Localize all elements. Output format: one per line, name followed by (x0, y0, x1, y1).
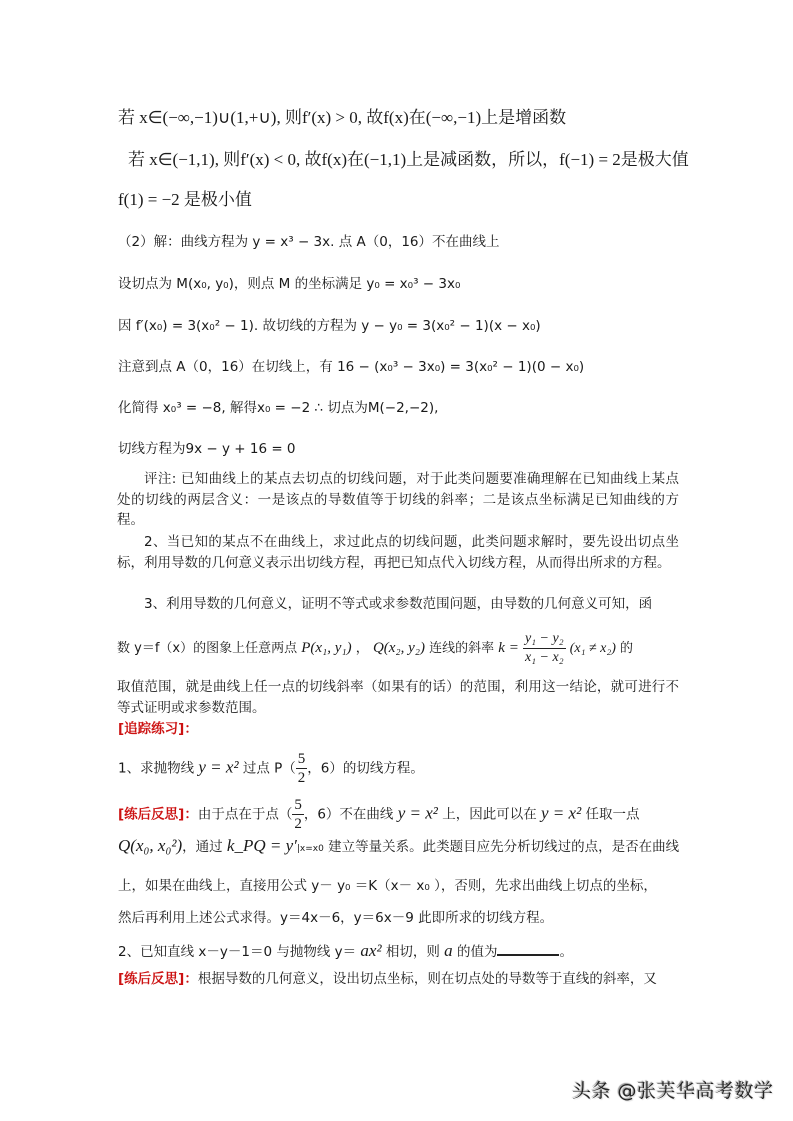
slope-formula-line (117, 630, 679, 667)
text: 连线的斜率 (429, 641, 499, 656)
text: 2、已知直线 x－y－1＝0 与抛物线 y＝ (118, 944, 361, 960)
point-p: P(x₁, y₁) (301, 640, 352, 656)
answer-blank[interactable] (497, 940, 559, 956)
practice-heading: [追踪练习]： (118, 721, 198, 737)
derivation-line-minimum (118, 190, 252, 211)
fraction (296, 750, 308, 787)
equation: k_PQ = y′ (226, 836, 297, 855)
fraction-numerator: 5 (294, 797, 302, 813)
point-q: Q(x₀, x₀²) (118, 836, 183, 855)
text: ，6）不在曲线 (303, 806, 398, 823)
text: 相切，则 (381, 944, 445, 960)
fraction-denominator: 2 (294, 816, 302, 832)
solution-part2-intro (118, 232, 500, 252)
equation: y = x² (397, 803, 438, 823)
reflection-1-line-3: 上，如果在曲线上，直接用公式 y－ y₀ ＝K（x－ x₀ ），否则，先求出曲线上切点的坐标， (118, 878, 657, 894)
math-line: 化简得 x₀³ = −8, 解得x₀ = −2 ∴ 切点为M(−2,−2), (118, 400, 439, 416)
text: 根据导数的几何意义，设出切点坐标，则在切点处的导数等于直线的斜率，又 (197, 971, 657, 987)
condition: (x₁ ≠ x₂) (569, 641, 616, 656)
fraction-denominator: 2 (297, 770, 306, 786)
tangent-point-line (118, 274, 460, 294)
text: 任取一点 (581, 806, 640, 823)
reflection-1-line-2 (118, 836, 679, 859)
comment-paragraph-3-cont: 取值范围，就是曲线上任一点的切线斜率（如果有的话）的范围，利用这一结论，就可进行不等式证明或求参数范围。 (117, 679, 679, 716)
text: 上，因此可以在 (437, 806, 541, 823)
math-line: 因 f′(x₀) = 3(x₀² − 1). 故切线的方程为 y − y₀ = 3(x₀² − 1)(x − x₀) (118, 318, 541, 334)
text: 数 y＝f（x）的图象上任意两点 (117, 641, 302, 656)
tangent-equation-line (118, 316, 541, 336)
reflection-1 (118, 796, 639, 833)
math-line: 若 x∈(−1,1), 则f′(x) < 0, 故f(x)在(−1,1)上是减函数，所以，f(−1) = 2是极大值 (128, 150, 689, 169)
subscript: |x=x0 (296, 844, 324, 854)
fraction-denominator: x₁ − x₂ (524, 650, 564, 665)
tangent-result-line (118, 439, 296, 459)
comment-paragraph-1: 评注: 已知曲线上的某点去切点的切线问题，对于此类问题要准确理解在已知曲线上某点处的切线的两层含义：一是该点的导数值等于切线的斜率；二是该点坐标满足已知曲线的方程。 (117, 471, 679, 528)
watermark: 头条 @张芙华高考数学 (572, 1080, 774, 1102)
derivation-line-decreasing (128, 150, 689, 171)
simplify-line (118, 398, 438, 418)
text: ，通过 (182, 839, 227, 855)
reflection-label: [练后反思]： (118, 971, 198, 987)
text: 的值为 (452, 944, 498, 960)
text: 过点 P（ (238, 760, 296, 777)
text: ， (355, 641, 369, 656)
slope-k: k = (498, 640, 519, 656)
reflection-1-line-4: 然后再利用上述公式求得。y＝4x－6，y＝6x－9 此即所求的切线方程。 (118, 910, 554, 926)
math-line: 切线方程为9x − y + 16 = 0 (118, 441, 296, 457)
text: 的 (620, 641, 634, 656)
practice-question-2 (118, 940, 573, 962)
practice-question-1 (118, 750, 424, 787)
fraction-numerator: 5 (297, 751, 306, 767)
reflection-2 (118, 969, 657, 989)
math-line: 注意到点 A（0，16）在切线上，有 16 − (x₀³ − 3x₀) = 3(x₀² − 1)(0 − x₀) (118, 359, 585, 375)
slope-fraction (523, 630, 566, 667)
variable-a: a (444, 941, 453, 960)
equation: y = x² (198, 757, 239, 777)
math-line: f(1) = −2 是极小值 (118, 190, 252, 209)
text: 。 (559, 944, 573, 960)
comment-paragraph-2: 2、当已知的某点不在曲线上，求过此点的切线问题，此类问题求解时，要先设出切点坐标，利用导数的几何意义表示出切线方程，再把已知点代入切线方程，从而得出所求的方程。 (117, 534, 679, 571)
point-on-tangent-line (118, 357, 584, 377)
equation: y = x² (541, 803, 582, 823)
fraction-numerator: y₁ − y₂ (523, 630, 566, 649)
reflection-label: [练后反思]： (118, 806, 198, 823)
text: 1、求抛物线 (118, 760, 199, 777)
equation: ax² (360, 941, 382, 960)
derivation-line-increasing (118, 108, 566, 129)
math-line: 设切点为 M(x₀, y₀)，则点 M 的坐标满足 y₀ = x₀³ − 3x₀ (118, 276, 461, 292)
point-q: Q(x₂, y₂) (372, 640, 426, 656)
math-line: 若 x∈(−∞,−1)∪(1,+∪), 则f′(x) > 0, 故f(x)在(−∞,−1)上是增函数 (118, 108, 567, 127)
fraction (292, 796, 304, 833)
text: ，6）的切线方程。 (307, 760, 424, 777)
text: 由于点在于点（ (197, 806, 293, 823)
text: 建立等量关系。此类题目应先分析切线过的点，是否在曲线 (323, 839, 680, 855)
math-line: （2）解：曲线方程为 y = x³ − 3x. 点 A（0，16）不在曲线上 (118, 234, 500, 250)
comment-paragraph-3: 3、利用导数的几何意义，证明不等式或求参数范围问题，由导数的几何意义可知，函 (144, 596, 653, 612)
